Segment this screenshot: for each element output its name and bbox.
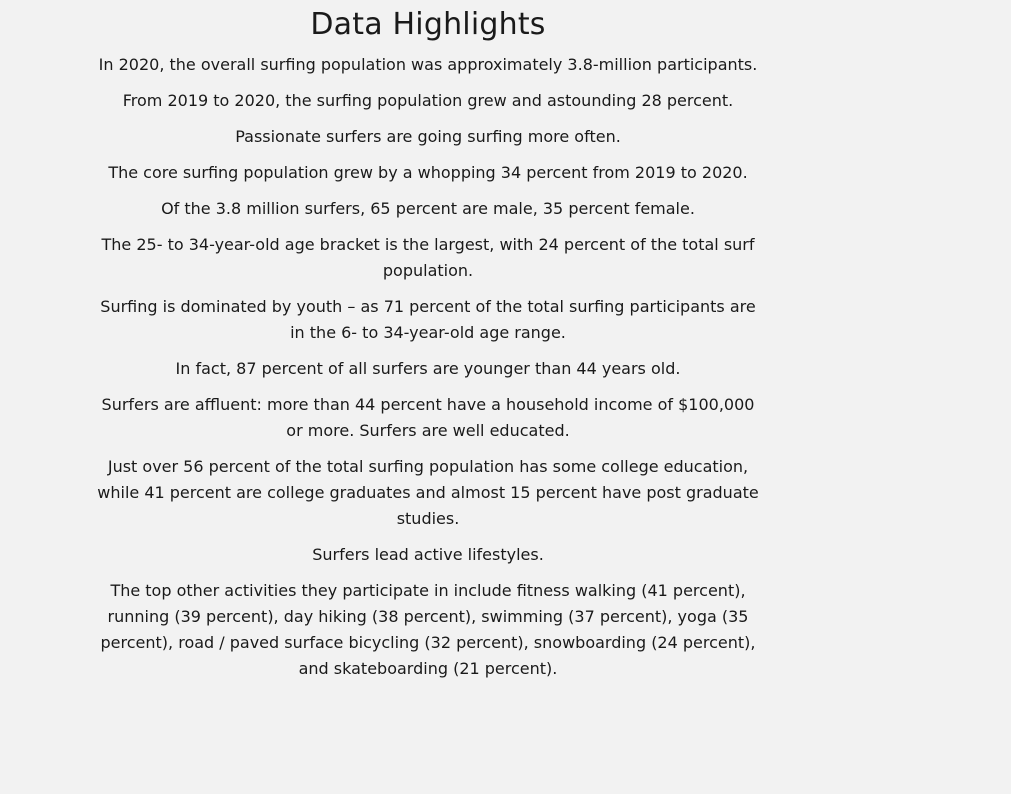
highlight-item: The core surfing population grew by a whopping 34 percent from 2019 to 2020.: [108, 163, 748, 182]
data-highlights-section: [96, 0, 760, 692]
highlight-item: From 2019 to 2020, the surfing population grew and astounding 28 percent.: [122, 91, 734, 110]
highlight-item: Just over 56 percent of the total surfing population has some college education, while 41 percent are college graduates and almost 15 percent have post graduate studies.: [97, 457, 759, 528]
page-title: Data Highlights: [310, 7, 546, 42]
highlight-item: Surfers lead active lifestyles.: [312, 545, 544, 564]
highlight-item: In fact, 87 percent of all surfers are younger than 44 years old.: [175, 359, 681, 378]
highlight-item: Of the 3.8 million surfers, 65 percent are male, 35 percent female.: [161, 199, 695, 218]
highlight-item: In 2020, the overall surfing population was approximately 3.8-million participants.: [98, 55, 758, 74]
highlights-list: [96, 52, 760, 682]
highlight-item: Surfing is dominated by youth – as 71 percent of the total surfing participants are in the 6- to 34-year-old age range.: [100, 297, 756, 342]
highlight-item: The top other activities they participate in include fitness walking (41 percent), running (39 percent), day hiking (38 percent), swimming (37 percent), yoga (35 percent), road / paved surface bicycling (32 percent), snowboarding (24 percent), and skateboarding (21 percent).: [100, 581, 756, 678]
highlight-item: Passionate surfers are going surfing more often.: [235, 127, 621, 146]
highlight-item: Surfers are affluent: more than 44 percent have a household income of $100,000 or more. Surfers are well educated.: [101, 395, 755, 440]
highlight-item: The 25- to 34-year-old age bracket is the largest, with 24 percent of the total surf population.: [101, 235, 755, 280]
